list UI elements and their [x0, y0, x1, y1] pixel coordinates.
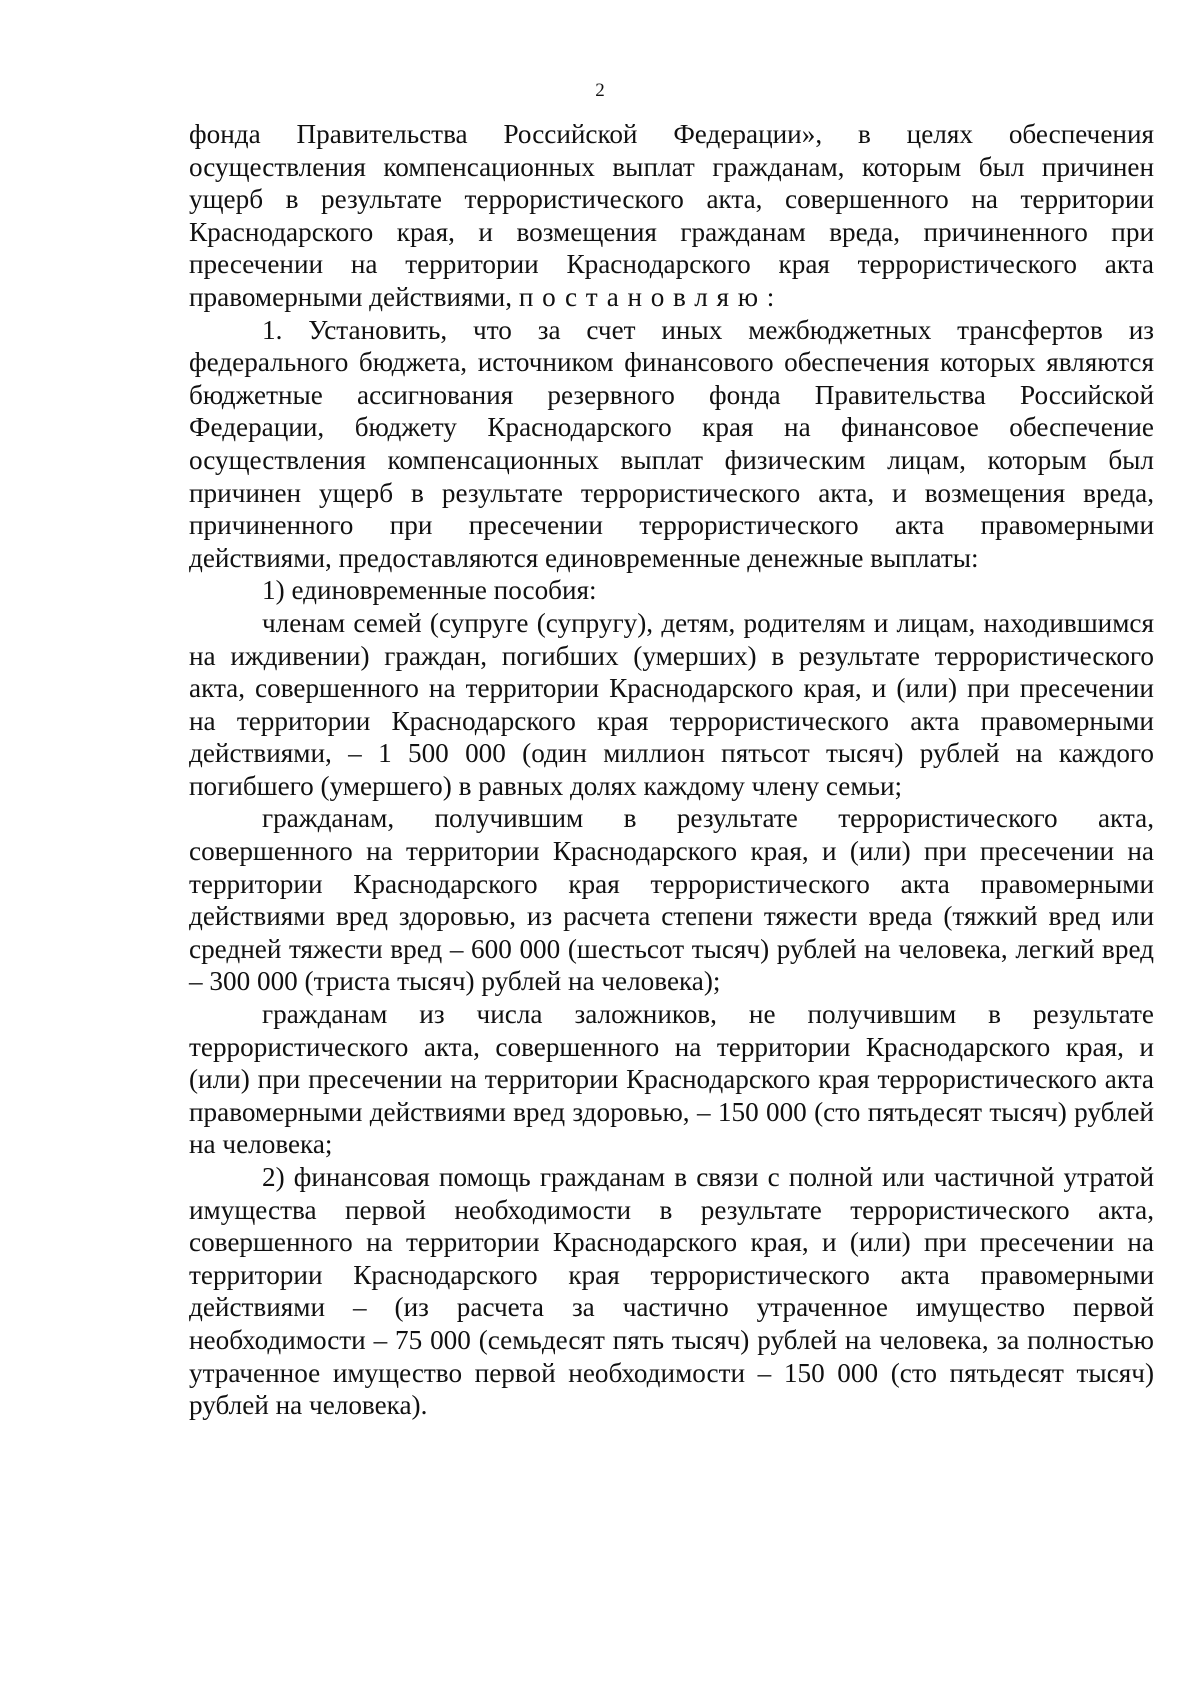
allowance-hostages: гражданам из числа заложников, не получившим в результате террористического акта, совершенного на территории Краснодарского края, и (или) при пресечении на территории Краснодарского края террористического акта правомерными действиями вред здоровью, – 150 000 (сто пятьдесят тысяч) рублей на человека; — [189, 999, 1154, 1160]
page-number: 2 — [595, 80, 605, 101]
intro-text: фонда Правительства Российской Федерации», в целях обеспечения осуществления компенсационных выплат гражданам, которым был причинен ущерб в результате террористического акта, совершенного на территории Краснодарского края, и возмещения гражданам вреда, причиненного при пресечении на территории Краснодарского края террористического акта правомерными действиями, — [189, 119, 1154, 312]
intro-tail: : — [766, 281, 775, 312]
resolve-word: постановляю — [518, 281, 767, 312]
allowance-family-members: членам семей (супруге (супругу), детям, родителям и лицам, находившимся на иждивении) граждан, погибших (умерших) в результате террористического акта, совершенного на территории Краснодарского края, и (или) при пресечении на территории Краснодарского края террористического акта правомерными действиями, – 1 500 000 (один миллион пятьсот тысяч) рублей на каждого погибшего (умершего) в равных долях каждому члену семьи; — [189, 607, 1154, 801]
intro-paragraph — [189, 118, 1154, 314]
subitem-2-financial-aid: 2) финансовая помощь гражданам в связи с полной или частичной утратой имущества первой необходимости в результате террористического акта, совершенного на территории Краснодарского края, и (или) при пресечении на территории Краснодарского края террористического акта правомерными действиями – (из расчета за частично утраченное имущество первой необходимости – 75 000 (семьдесят пять тысяч) рублей на человека, за полностью утраченное имущество первой необходимости – 150 000 (сто пятьдесят тысяч) рублей на человека). — [189, 1162, 1154, 1421]
allowance-health-harm: гражданам, получившим в результате террористического акта, совершенного на территории Краснодарского края, и (или) при пресечении на территории Краснодарского края террористического акта правомерными действиями вред здоровью, из расчета степени тяжести вреда (тяжкий вред или средней тяжести вред – 600 000 (шестьсот тысяч) рублей на человека, легкий вред – 300 000 (триста тысяч) рублей на человека); — [189, 803, 1154, 997]
document-body — [189, 118, 1154, 1422]
subitem-1-one-time-allowances: 1) единовременные пособия: — [262, 575, 597, 606]
paragraph-item-1: 1. Установить, что за счет иных межбюджетных трансфертов из федерального бюджета, источником финансового обеспечения которых являются бюджетные ассигнования резервного фонда Правительства Российской Федерации, бюджету Краснодарского края на финансовое обеспечение осуществления компенсационных выплат физическим лицам, которым был причинен ущерб в результате террористического акта, и возмещения вреда, причиненного при пресечении террористического акта правомерными действиями, предоставляются единовременные денежные выплаты: — [189, 314, 1154, 573]
